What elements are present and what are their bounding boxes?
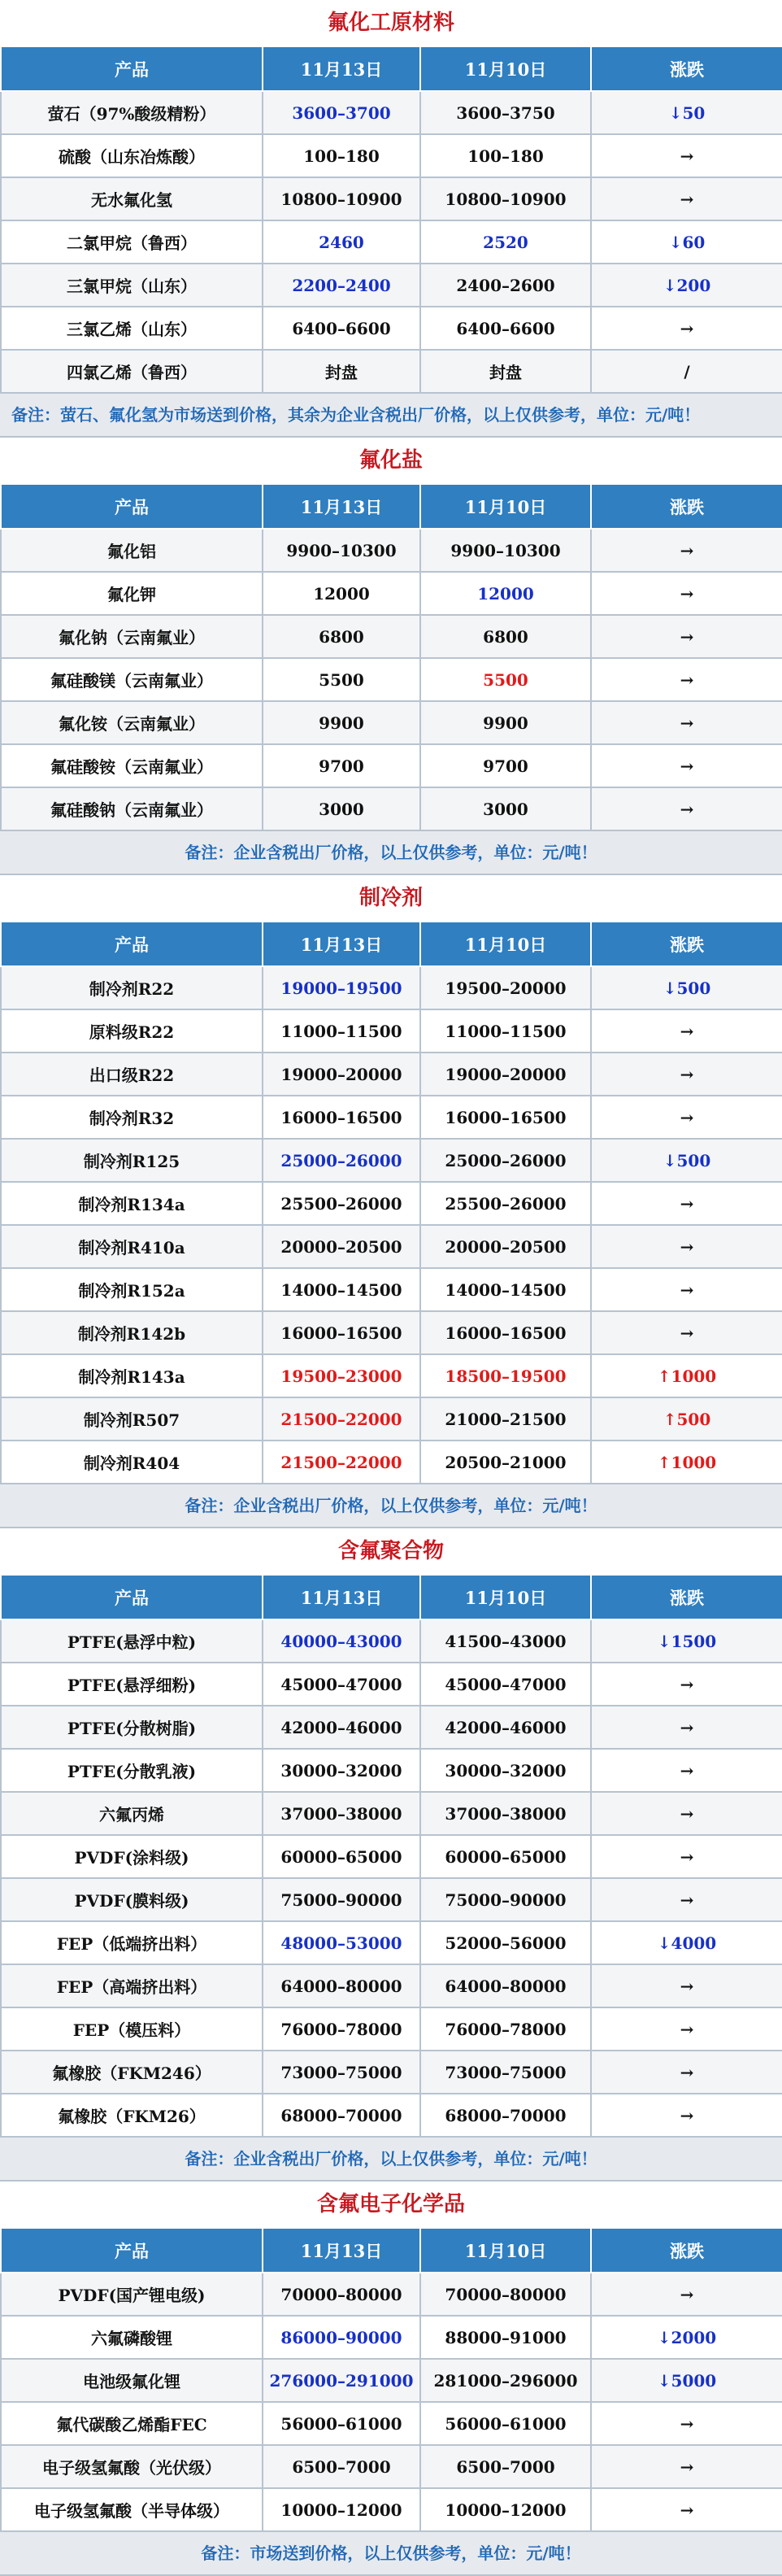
price-date-1-cell: 11000–11500 [263,1009,420,1053]
price-date-1-cell: 60000–65000 [263,1835,420,1878]
section-note: 备注：企业含税出厂价格，以上仅供参考，单位：元/吨！ [0,2138,782,2182]
product-name-cell: 氟橡胶（FKM246） [1,2051,263,2094]
price-change-cell: → [591,658,782,701]
price-date-2-cell: 12000 [420,572,591,615]
section-title: 制冷剂 [358,886,423,910]
product-name-cell: 三氯甲烷（山东） [1,264,263,307]
price-date-2-cell: 19500–20000 [420,966,591,1009]
product-name-cell: 氟化钠（云南氟业） [1,615,263,658]
price-date-2-cell: 14000–14500 [420,1268,591,1311]
product-name-cell: 氟代碳酸乙烯酯FEC [1,2402,263,2445]
price-date-1-cell: 10800–10900 [263,177,420,220]
section-note: 备注：市场送到价格，以上仅供参考，单位：元/吨！ [0,2532,782,2576]
price-date-1-cell: 6800 [263,615,420,658]
price-date-2-cell: 75000–90000 [420,1878,591,1921]
price-date-1-cell: 70000–80000 [263,2273,420,2316]
price-section [0,0,782,438]
price-change-cell: ↓50 [591,91,782,134]
table-row [1,1096,782,1139]
price-change-cell: ↓1500 [591,1619,782,1663]
header-row [1,1575,782,1619]
product-name-cell: 电子级氢氟酸（光伏级） [1,2445,263,2488]
price-date-2-cell: 9700 [420,744,591,787]
price-date-2-cell: 21000–21500 [420,1397,591,1441]
price-date-2-cell: 10000–12000 [420,2488,591,2531]
product-name-cell: PTFE(分散树脂) [1,1706,263,1749]
price-date-1-cell: 5500 [263,658,420,701]
price-date-2-cell: 73000–75000 [420,2051,591,2094]
price-date-2-cell: 20500–21000 [420,1441,591,1484]
price-date-2-cell: 9900 [420,701,591,744]
price-change-cell: → [591,2094,782,2137]
product-name-cell: 六氟磷酸锂 [1,2316,263,2359]
price-change-cell: → [591,1311,782,1354]
price-date-1-cell: 20000–20500 [263,1225,420,1268]
table-row [1,2007,782,2051]
header-product: 产品 [1,1575,263,1619]
price-change-cell: → [591,2402,782,2445]
header-row [1,2228,782,2273]
price-change-cell: → [591,1749,782,1792]
price-date-1-cell: 21500–22000 [263,1397,420,1441]
price-date-1-cell: 56000–61000 [263,2402,420,2445]
table-row [1,1225,782,1268]
table-row [1,307,782,350]
table-row [1,1397,782,1441]
price-date-2-cell: 5500 [420,658,591,701]
price-date-2-cell: 52000–56000 [420,1921,591,1964]
table-row [1,1663,782,1706]
product-name-cell: PVDF(膜料级) [1,1878,263,1921]
table-row [1,1921,782,1964]
price-date-1-cell: 68000–70000 [263,2094,420,2137]
price-date-1-cell: 100–180 [263,134,420,177]
price-date-2-cell: 6800 [420,615,591,658]
price-date-1-cell: 16000–16500 [263,1096,420,1139]
price-date-2-cell: 10800–10900 [420,177,591,220]
header-row [1,46,782,91]
price-change-cell: → [591,2445,782,2488]
header-change: 涨跌 [591,1575,782,1619]
table-row [1,787,782,830]
price-date-1-cell: 2460 [263,220,420,264]
price-change-cell: → [591,2007,782,2051]
price-change-cell: → [591,1053,782,1096]
header-date-2: 11月10日 [420,1575,591,1619]
table-row [1,1053,782,1096]
price-date-1-cell: 42000–46000 [263,1706,420,1749]
header-date-2: 11月10日 [420,46,591,91]
product-name-cell: 六氟丙烯 [1,1792,263,1835]
product-name-cell: 制冷剂R125 [1,1139,263,1182]
price-date-2-cell: 64000–80000 [420,1964,591,2007]
price-date-1-cell: 3000 [263,787,420,830]
header-date-1: 11月13日 [263,484,420,529]
price-date-1-cell: 14000–14500 [263,1268,420,1311]
price-change-cell: / [591,350,782,393]
product-name-cell: 制冷剂R22 [1,966,263,1009]
price-date-2-cell: 88000–91000 [420,2316,591,2359]
price-date-2-cell: 76000–78000 [420,2007,591,2051]
price-date-1-cell: 64000–80000 [263,1964,420,2007]
price-table [0,46,782,394]
table-row [1,615,782,658]
product-name-cell: 硫酸（山东冶炼酸） [1,134,263,177]
table-row [1,1354,782,1397]
table-row [1,572,782,615]
price-date-2-cell: 16000–16500 [420,1096,591,1139]
table-row [1,2359,782,2402]
price-change-cell: → [591,1225,782,1268]
header-date-1: 11月13日 [263,922,420,966]
price-section [0,438,782,875]
price-date-2-cell: 25500–26000 [420,1182,591,1225]
price-change-cell: → [591,1964,782,2007]
price-date-2-cell: 20000–20500 [420,1225,591,1268]
price-change-cell: → [591,1096,782,1139]
header-product: 产品 [1,2228,263,2273]
price-date-2-cell: 41500–43000 [420,1619,591,1663]
price-date-1-cell: 9900 [263,701,420,744]
price-date-2-cell: 3600–3750 [420,91,591,134]
price-date-2-cell: 16000–16500 [420,1311,591,1354]
product-name-cell: 制冷剂R410a [1,1225,263,1268]
header-date-1: 11月13日 [263,1575,420,1619]
price-table [0,1574,782,2138]
header-change: 涨跌 [591,46,782,91]
price-change-cell: → [591,744,782,787]
price-change-cell: → [591,1792,782,1835]
product-name-cell: 氟橡胶（FKM26） [1,2094,263,2137]
price-date-1-cell: 48000–53000 [263,1921,420,1964]
product-name-cell: 氟化铝 [1,529,263,572]
price-date-2-cell: 45000–47000 [420,1663,591,1706]
price-date-1-cell: 3600–3700 [263,91,420,134]
section-note: 备注：企业含税出厂价格，以上仅供参考，单位：元/吨！ [0,1484,782,1528]
price-date-1-cell: 30000–32000 [263,1749,420,1792]
table-row [1,220,782,264]
product-name-cell: 制冷剂R152a [1,1268,263,1311]
section-title: 含氟聚合物 [337,1539,444,1563]
price-date-2-cell: 25000–26000 [420,1139,591,1182]
price-section [0,2182,782,2576]
product-name-cell: PTFE(悬浮细粉) [1,1663,263,1706]
table-row [1,1619,782,1663]
price-table [0,2227,782,2532]
price-change-cell: ↑1000 [591,1441,782,1484]
header-date-2: 11月10日 [420,484,591,529]
price-change-cell: ↓500 [591,1139,782,1182]
price-date-1-cell: 37000–38000 [263,1792,420,1835]
product-name-cell: 电子级氢氟酸（半导体级） [1,2488,263,2531]
price-date-1-cell: 76000–78000 [263,2007,420,2051]
price-date-1-cell: 25500–26000 [263,1182,420,1225]
price-change-cell: ↓2000 [591,2316,782,2359]
product-name-cell: PTFE(分散乳液) [1,1749,263,1792]
price-date-2-cell: 60000–65000 [420,1835,591,1878]
price-date-1-cell: 40000–43000 [263,1619,420,1663]
price-date-2-cell: 18500–19500 [420,1354,591,1397]
price-change-cell: → [591,134,782,177]
price-change-cell: → [591,787,782,830]
price-change-cell: → [591,572,782,615]
table-row [1,1311,782,1354]
table-row [1,1835,782,1878]
product-name-cell: 原料级R22 [1,1009,263,1053]
table-row [1,2402,782,2445]
price-date-2-cell: 9900–10300 [420,529,591,572]
table-row [1,1268,782,1311]
price-change-cell: → [591,2488,782,2531]
price-date-2-cell: 2400–2600 [420,264,591,307]
table-row [1,966,782,1009]
price-change-cell: ↑500 [591,1397,782,1441]
product-name-cell: 制冷剂R404 [1,1441,263,1484]
price-change-cell: → [591,529,782,572]
price-date-1-cell: 86000–90000 [263,2316,420,2359]
product-name-cell: 氟硅酸铵（云南氟业） [1,744,263,787]
header-product: 产品 [1,922,263,966]
price-date-1-cell: 12000 [263,572,420,615]
product-name-cell: 四氯乙烯（鲁西） [1,350,263,393]
price-date-1-cell: 45000–47000 [263,1663,420,1706]
table-row [1,1878,782,1921]
table-row [1,1139,782,1182]
section-title: 氟化盐 [358,448,423,473]
product-name-cell: FEP（低端挤出料） [1,1921,263,1964]
price-date-2-cell: 11000–11500 [420,1009,591,1053]
product-name-cell: PVDF(国产锂电级) [1,2273,263,2316]
price-change-cell: → [591,307,782,350]
price-date-1-cell: 73000–75000 [263,2051,420,2094]
price-date-2-cell: 56000–61000 [420,2402,591,2445]
product-name-cell: 二氯甲烷（鲁西） [1,220,263,264]
price-date-1-cell: 6500–7000 [263,2445,420,2488]
product-name-cell: FEP（模压料） [1,2007,263,2051]
product-name-cell: 无水氟化氢 [1,177,263,220]
product-name-cell: 制冷剂R507 [1,1397,263,1441]
price-date-1-cell: 封盘 [263,350,420,393]
price-date-1-cell: 10000–12000 [263,2488,420,2531]
price-change-cell: → [591,615,782,658]
price-change-cell: → [591,1268,782,1311]
price-date-1-cell: 19000–19500 [263,966,420,1009]
product-name-cell: 氟硅酸钠（云南氟业） [1,787,263,830]
price-change-cell: ↓4000 [591,1921,782,1964]
table-row [1,1441,782,1484]
header-product: 产品 [1,46,263,91]
price-date-1-cell: 21500–22000 [263,1441,420,1484]
header-change: 涨跌 [591,922,782,966]
table-row [1,350,782,393]
price-change-cell: ↓200 [591,264,782,307]
price-date-2-cell: 2520 [420,220,591,264]
price-date-2-cell: 100–180 [420,134,591,177]
price-date-1-cell: 6400–6600 [263,307,420,350]
price-date-2-cell: 封盘 [420,350,591,393]
price-change-cell: ↓5000 [591,2359,782,2402]
table-row [1,1182,782,1225]
price-date-2-cell: 6400–6600 [420,307,591,350]
table-row [1,1009,782,1053]
product-name-cell: PTFE(悬浮中粒) [1,1619,263,1663]
product-name-cell: 制冷剂R32 [1,1096,263,1139]
table-row [1,2273,782,2316]
price-change-cell: → [591,1835,782,1878]
price-date-1-cell: 9900–10300 [263,529,420,572]
table-row [1,2094,782,2137]
table-row [1,2445,782,2488]
price-date-2-cell: 30000–32000 [420,1749,591,1792]
price-change-cell: → [591,2273,782,2316]
price-change-cell: → [591,1009,782,1053]
price-date-1-cell: 16000–16500 [263,1311,420,1354]
section-title: 含氟电子化学品 [316,2192,465,2216]
product-name-cell: PVDF(涂料级) [1,1835,263,1878]
price-table [0,483,782,831]
price-change-cell: ↓60 [591,220,782,264]
price-date-2-cell: 281000–296000 [420,2359,591,2402]
section-title: 氟化工原材料 [327,11,454,35]
product-name-cell: 三氯乙烯（山东） [1,307,263,350]
price-date-2-cell: 68000–70000 [420,2094,591,2137]
product-name-cell: 萤石（97%酸级精粉） [1,91,263,134]
product-name-cell: 出口级R22 [1,1053,263,1096]
header-row [1,922,782,966]
header-date-1: 11月13日 [263,46,420,91]
price-change-cell: ↓500 [591,966,782,1009]
table-row [1,658,782,701]
table-row [1,2051,782,2094]
product-name-cell: 电池级氟化锂 [1,2359,263,2402]
price-date-1-cell: 19500–23000 [263,1354,420,1397]
header-change: 涨跌 [591,484,782,529]
product-name-cell: FEP（高端挤出料） [1,1964,263,2007]
price-date-1-cell: 2200–2400 [263,264,420,307]
price-change-cell: → [591,2051,782,2094]
price-change-cell: ↑1000 [591,1354,782,1397]
price-change-cell: → [591,1706,782,1749]
price-date-2-cell: 37000–38000 [420,1792,591,1835]
price-date-2-cell: 42000–46000 [420,1706,591,1749]
section-note: 备注：萤石、氟化氢为市场送到价格，其余为企业含税出厂价格，以上仅供参考，单位：元/吨！ [0,394,782,438]
header-date-2: 11月10日 [420,2228,591,2273]
table-row [1,2316,782,2359]
table-row [1,529,782,572]
price-date-1-cell: 276000–291000 [263,2359,420,2402]
header-change: 涨跌 [591,2228,782,2273]
price-date-2-cell: 3000 [420,787,591,830]
price-change-cell: → [591,701,782,744]
section-note: 备注：企业含税出厂价格，以上仅供参考，单位：元/吨！ [0,831,782,875]
price-date-2-cell: 6500–7000 [420,2445,591,2488]
price-date-1-cell: 25000–26000 [263,1139,420,1182]
product-name-cell: 氟硅酸镁（云南氟业） [1,658,263,701]
table-row [1,1706,782,1749]
product-name-cell: 制冷剂R142b [1,1311,263,1354]
price-date-1-cell: 19000–20000 [263,1053,420,1096]
table-row [1,1792,782,1835]
price-section [0,875,782,1528]
product-name-cell: 制冷剂R143a [1,1354,263,1397]
product-name-cell: 氟化铵（云南氟业） [1,701,263,744]
table-row [1,177,782,220]
header-date-2: 11月10日 [420,922,591,966]
table-row [1,2488,782,2531]
header-product: 产品 [1,484,263,529]
header-date-1: 11月13日 [263,2228,420,2273]
price-date-1-cell: 9700 [263,744,420,787]
price-change-cell: → [591,177,782,220]
price-date-2-cell: 70000–80000 [420,2273,591,2316]
price-change-cell: → [591,1182,782,1225]
price-section [0,1528,782,2182]
table-row [1,744,782,787]
price-change-cell: → [591,1878,782,1921]
table-row [1,91,782,134]
product-name-cell: 氟化钾 [1,572,263,615]
table-row [1,134,782,177]
table-row [1,264,782,307]
table-row [1,1749,782,1792]
price-table [0,921,782,1484]
product-name-cell: 制冷剂R134a [1,1182,263,1225]
price-date-2-cell: 19000–20000 [420,1053,591,1096]
header-row [1,484,782,529]
table-row [1,1964,782,2007]
price-date-1-cell: 75000–90000 [263,1878,420,1921]
table-row [1,701,782,744]
price-change-cell: → [591,1663,782,1706]
